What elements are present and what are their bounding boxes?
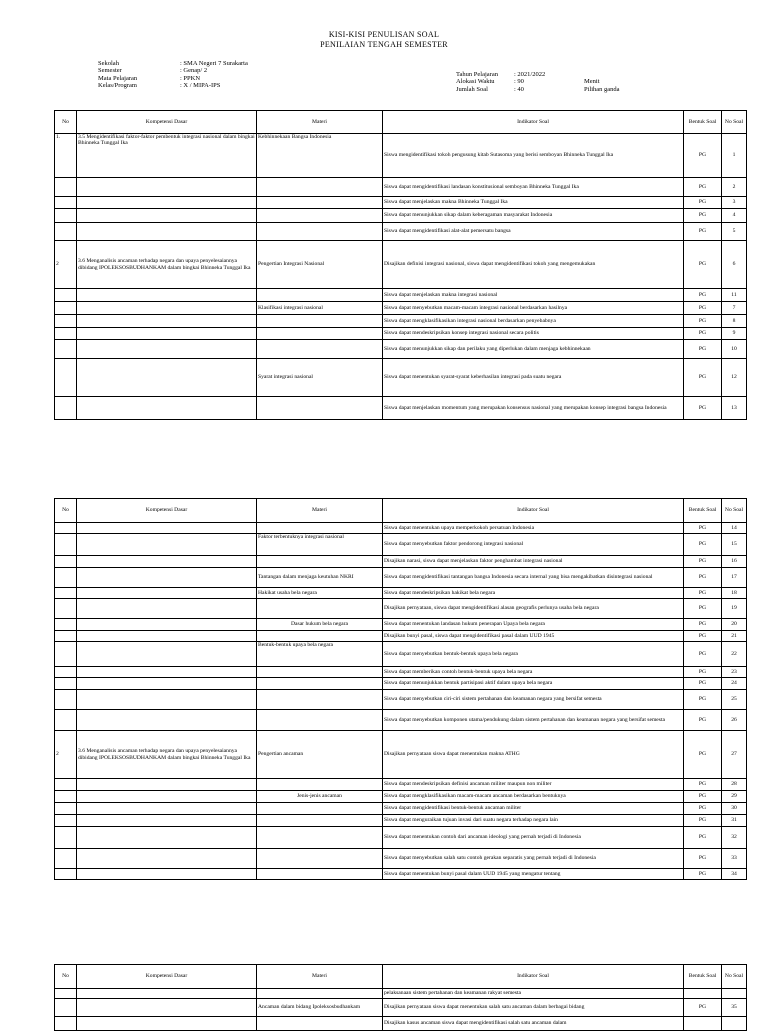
table-row [55,197,747,209]
table-row [55,315,747,328]
bentuk-cell: PG [684,690,722,710]
materi-cell: Tantangan dalam menjaga keutuhan NKRI [257,568,383,588]
nosoal-cell: 23 [722,667,747,678]
nosoal-cell: 33 [722,849,747,869]
indikator-cell: Siswa dapat mendeskripsikan konsep integrasi nasional secara politis [383,328,684,340]
indikator-cell: Siswa dapat mendeskripsikan definisi ancaman militer maupun non militer [383,779,684,791]
bentuk-cell: PG [684,223,722,241]
nosoal-cell: 18 [722,588,747,599]
nosoal-cell: 35 [722,999,747,1017]
nosoal-cell: 4 [722,209,747,223]
indikator-cell: Siswa dapat menyebutkan faktor pendorong integrasi nasional [383,534,684,556]
nosoal-cell: 7 [722,302,747,315]
nosoal-cell: 8 [722,315,747,328]
indikator-cell: Siswa dapat menentukan contoh dari ancaman ideologi yang pernah terjadi di Indonesia [383,827,684,849]
bentuk-cell: PG [684,599,722,619]
materi-cell: Dasar hukum bela negara [257,619,383,631]
col-kompetensi-dasar: Kompetensi Dasar [77,111,257,134]
nosoal-cell: 32 [722,827,747,849]
table-row [55,710,747,731]
nosoal-cell: 9 [722,328,747,340]
indikator-cell: Siswa dapat mengidentifikasi landasan konstitusional semboyan Bhinneka Tunggal Ika [383,178,684,197]
nosoal-cell: 5 [722,223,747,241]
doc-subtitle: PENILAIAN TENGAH SEMESTER [320,40,448,49]
bentuk-cell: PG [684,849,722,869]
indikator-cell: Disajikan definisi integrasi nasional, siswa dapat mengidentifikasi tokoh yang mengemukakan [383,241,684,289]
meta-row-tahun: Tahun Pelajaran : 2021/2022 [456,71,546,78]
indikator-cell: Siswa dapat menentukan syarat-syarat keberhasilan integrasi pada suatu negara [383,359,684,397]
table-row [55,534,747,556]
indikator-cell: Siswa dapat menunjukkan sikap dan perilaku yang diperlukan dalam menjaga kebhinnekaan [383,340,684,359]
indikator-cell: Disajikan bunyi pasal, siswa dapat mengidentifikasi pasal dalam UUD 1945 [383,631,684,642]
nosoal-cell: 2 [722,178,747,197]
col-kompetensi-dasar: Kompetensi Dasar [77,499,257,523]
kd-text: 3.5 Mengidentifikasi faktor-faktor pembentuk integrasi nasional dalam bingkai Bhinneka Tunggal Ika [77,134,257,178]
meta-row-semester: Semester : Genap/ 2 [98,67,208,75]
bentuk-cell: PG [684,534,722,556]
indikator-cell: Siswa dapat menyebutkan ciri-ciri sistem pertahanan dan keamanan negara yang bersifat semesta [383,690,684,710]
col-no: No [55,499,77,523]
table-row [55,779,747,791]
indikator-cell: Siswa dapat menguraikan tujuan invasi dari suatu negara terhadap negara lain [383,815,684,827]
indikator-cell: Siswa dapat menentukan upaya memperkokoh persatuan Indonesia [383,523,684,534]
bentuk-cell: PG [684,397,722,420]
table-row [55,588,747,599]
table-row [55,241,747,289]
table-row [55,869,747,880]
table-row [55,678,747,690]
table-row [55,667,747,678]
bentuk-cell: PG [684,340,722,359]
indikator-cell: Disajikan pernyataan siswa dapat menentukan makna ATHG [383,731,684,779]
col-materi: Materi [257,111,383,134]
table-row [55,827,747,849]
nosoal-cell: 30 [722,803,747,815]
table-row [55,523,747,534]
materi-cell: Bentuk-bentuk upaya bela negara [257,642,383,667]
bentuk-cell: PG [684,359,722,397]
bentuk-cell: PG [684,791,722,803]
bentuk-cell: PG [684,631,722,642]
bentuk-cell: PG [684,642,722,667]
table-row [55,989,747,999]
col-no-soal: No Soal [722,965,747,989]
bentuk-cell: PG [684,869,722,880]
col-no: No [55,965,77,989]
nosoal-cell: 6 [722,241,747,289]
col-no: No [55,111,77,134]
meta-row-jumlah: Jumlah Soal : 40 Pilihan ganda [456,85,620,93]
materi-cell: Klasifikasi integrasi nasional [257,302,383,315]
bentuk-cell: PG [684,523,722,534]
col-indikator: Indikator Soal [383,965,684,989]
kisi-table-3 [54,964,747,1031]
nosoal-cell: 31 [722,815,747,827]
kd-number: 2 [55,241,77,289]
nosoal-cell: 1 [722,134,747,178]
nosoal-cell: 19 [722,599,747,619]
table-row [55,642,747,667]
nosoal-cell: 11 [722,289,747,302]
indikator-cell: Siswa dapat menyebutkan komponen utama/pendukung dalam sistem pertahanan dan keamanan negara yang bersifat semesta [383,710,684,731]
bentuk-cell: PG [684,134,722,178]
meta-right [456,71,620,93]
nosoal-cell: 15 [722,534,747,556]
indikator-cell: Disajikan pernyataan, siswa dapat mengidentifikasi alasan geografis perlunya usaha bela negara [383,599,684,619]
table-row [55,178,747,197]
table-header-row [55,499,747,523]
nosoal-cell: 29 [722,791,747,803]
bentuk-cell: PG [684,568,722,588]
indikator-cell: Disajikan kasus ancaman siswa dapat mengidentifikasi salah satu ancaman dalam [383,1017,684,1031]
indikator-cell: Siswa dapat menyebutkan macam-macam integrasi nasional berdasarkan hasilnya [383,302,684,315]
meta-row-sekolah: Sekolah : SMA Negeri 7 Surakarta [98,60,248,67]
doc-title: KISI-KISI PENULISAN SOAL [328,30,440,39]
indikator-cell: Siswa dapat mengidentifikasi alat-alat pemersatu bangsa [383,223,684,241]
kd-text: 3.6 Menganalisis ancaman terhadap negara dan upaya penyelesaiannya dibidang IPOLEKSOSBUDHANKAM dalam bingkai Bhinneka Tunggal Ika [77,731,257,779]
materi-cell: Faktor terbentuknya integrasi nasional [257,534,383,556]
table-row [55,397,747,420]
indikator-cell: Disajikan pernyataan siswa dapat menentukan salah satu ancaman dalam berbagai bidang [383,999,684,1017]
nosoal-cell: 34 [722,869,747,880]
table-row [55,803,747,815]
table-row [55,223,747,241]
indikator-cell: Siswa dapat mendeskripsikan hakikat bela negara [383,588,684,599]
col-bentuk-soal: Bentuk Soal [684,499,722,523]
table-row [55,690,747,710]
table-row [55,849,747,869]
indikator-cell: Siswa dapat menunjukkan sikap dalam keberagaman masyarakat Indonesia [383,209,684,223]
table-row [55,134,747,178]
kd-number: 2 [55,731,77,779]
bentuk-cell: PG [684,556,722,568]
indikator-cell: Siswa dapat menunjukkan bentuk partisipasi aktif dalam upaya bela negara [383,678,684,690]
table-header-row [55,965,747,989]
indikator-cell: Siswa dapat mengklasifikasikan macam-macam ancaman berdasarkan bentuknya [383,791,684,803]
table-row [55,359,747,397]
nosoal-cell: 17 [722,568,747,588]
bentuk-cell: PG [684,178,722,197]
col-indikator: Indikator Soal [383,111,684,134]
bentuk-cell: PG [684,999,722,1017]
bentuk-cell: PG [684,209,722,223]
nosoal-cell: 27 [722,731,747,779]
indikator-cell: Siswa dapat menjelaskan makna integrasi nasional [383,289,684,302]
table-row [55,731,747,779]
table-row [55,791,747,803]
nosoal-cell: 21 [722,631,747,642]
table-row [55,302,747,315]
kisi-table-1 [54,110,747,420]
meta-row-mapel: Mata Pelajaran : PPKN [98,74,201,82]
materi-cell: Syarat integrasi nasional [257,359,383,397]
indikator-cell: Siswa dapat menyebutkan bentuk-bentuk upaya bela negara [383,642,684,667]
indikator-cell: Siswa dapat menjelaskan momentum yang merupakan konsensus nasional yang merupakan konsep integrasi bangsa Indonesia [383,397,684,420]
table-row [55,209,747,223]
nosoal-cell [722,989,747,999]
kisi-table-2 [54,498,747,880]
table-row [55,815,747,827]
col-materi: Materi [257,499,383,523]
materi-cell: Hakikat usaha bela negara [257,588,383,599]
indikator-cell: pelaksanaan sistem pertahanan dan keamanan rakyat semesta [383,989,684,999]
indikator-cell: Siswa dapat menyebutkan salah satu contoh gerakan separatis yang pernah terjadi di Indonesia [383,849,684,869]
table-row [55,340,747,359]
nosoal-cell: 25 [722,690,747,710]
nosoal-cell: 22 [722,642,747,667]
col-no-soal: No Soal [722,111,747,134]
nosoal-cell: 14 [722,523,747,534]
col-no-soal: No Soal [722,499,747,523]
meta-row-kelas: Kelas/Program : X / MIPA-IPS [98,82,221,90]
materi-cell: Pengertian ancaman [257,731,383,779]
bentuk-cell: PG [684,815,722,827]
table-row [55,328,747,340]
bentuk-cell: PG [684,619,722,631]
bentuk-cell: PG [684,667,722,678]
nosoal-cell: 12 [722,359,747,397]
bentuk-cell: PG [684,731,722,779]
bentuk-cell: PG [684,678,722,690]
indikator-cell: Siswa dapat menentukan landasan hukum penerapan Upaya bela negara [383,619,684,631]
nosoal-cell: 3 [722,197,747,209]
indikator-cell: Siswa dapat memberikan contoh bentuk-bentuk upaya bela negara [383,667,684,678]
bentuk-cell: PG [684,710,722,731]
nosoal-cell: 16 [722,556,747,568]
col-bentuk-soal: Bentuk Soal [684,111,722,134]
bentuk-cell: PG [684,289,722,302]
bentuk-cell [684,989,722,999]
bentuk-cell: PG [684,315,722,328]
nosoal-cell: 10 [722,340,747,359]
bentuk-cell: PG [684,588,722,599]
table-row [55,599,747,619]
table-row [55,999,747,1017]
indikator-cell: Disajikan narasi, siswa dapat menjelaskan faktor penghambat integrasi nasional [383,556,684,568]
nosoal-cell: 26 [722,710,747,731]
kd-number: 1. [55,134,77,178]
table-row [55,556,747,568]
meta-left [98,60,248,90]
table-row [55,619,747,631]
bentuk-cell: PG [684,803,722,815]
col-kompetensi-dasar: Kompetensi Dasar [77,965,257,989]
table-row [55,631,747,642]
materi-cell: Pengertian Integrasi Nasional [257,241,383,289]
col-bentuk-soal: Bentuk Soal [684,965,722,989]
materi-cell: Ancaman dalam bidang Ipoleksosbudhankam [257,999,383,1017]
col-materi: Materi [257,965,383,989]
table-row [55,289,747,302]
indikator-cell: Siswa mengidentifikasi tokoh pengusung kitab Sutasoma yang berisi semboyan Bhinneka Tunggal Ika [383,134,684,178]
meta-row-alokasi: Alokasi Waktu : 90 Menit [456,78,600,86]
materi-cell: Jenis-jenis ancaman [257,791,383,803]
bentuk-cell: PG [684,827,722,849]
indikator-cell: Siswa dapat mengklasifikasikan integrasi nasional berdasarkan penyebabnya [383,315,684,328]
materi-cell: Kebhinnekaan Bangsa Indonesia [257,134,383,178]
bentuk-cell: PG [684,779,722,791]
table-header-row [55,111,747,134]
indikator-cell: Siswa dapat mengidentifikasi tantangan bangsa Indonesia secara internal yang bisa mengakibatkan disintegrasi nasional [383,568,684,588]
nosoal-cell: 24 [722,678,747,690]
bentuk-cell: PG [684,241,722,289]
table-row [55,568,747,588]
kd-text: 3.6 Menganalisis ancaman terhadap negara dan upaya penyelesaiannya dibidang IPOLEKSOSBUDHANKAM dalam bingkai Bhinneka Tunggal Ika [77,241,257,289]
bentuk-cell: PG [684,328,722,340]
indikator-cell: Siswa dapat mengidentifikasi bentuk-bentuk ancaman militer [383,803,684,815]
nosoal-cell: 13 [722,397,747,420]
indikator-cell: Siswa dapat menentukan bunyi pasal dalam UUD 1945 yang mengatur tentang [383,869,684,880]
nosoal-cell: 28 [722,779,747,791]
indikator-cell: Siswa dapat menjelaskan makna Bhinneka Tunggal Ika [383,197,684,209]
bentuk-cell: PG [684,302,722,315]
bentuk-cell: PG [684,197,722,209]
nosoal-cell: 20 [722,619,747,631]
col-indikator: Indikator Soal [383,499,684,523]
